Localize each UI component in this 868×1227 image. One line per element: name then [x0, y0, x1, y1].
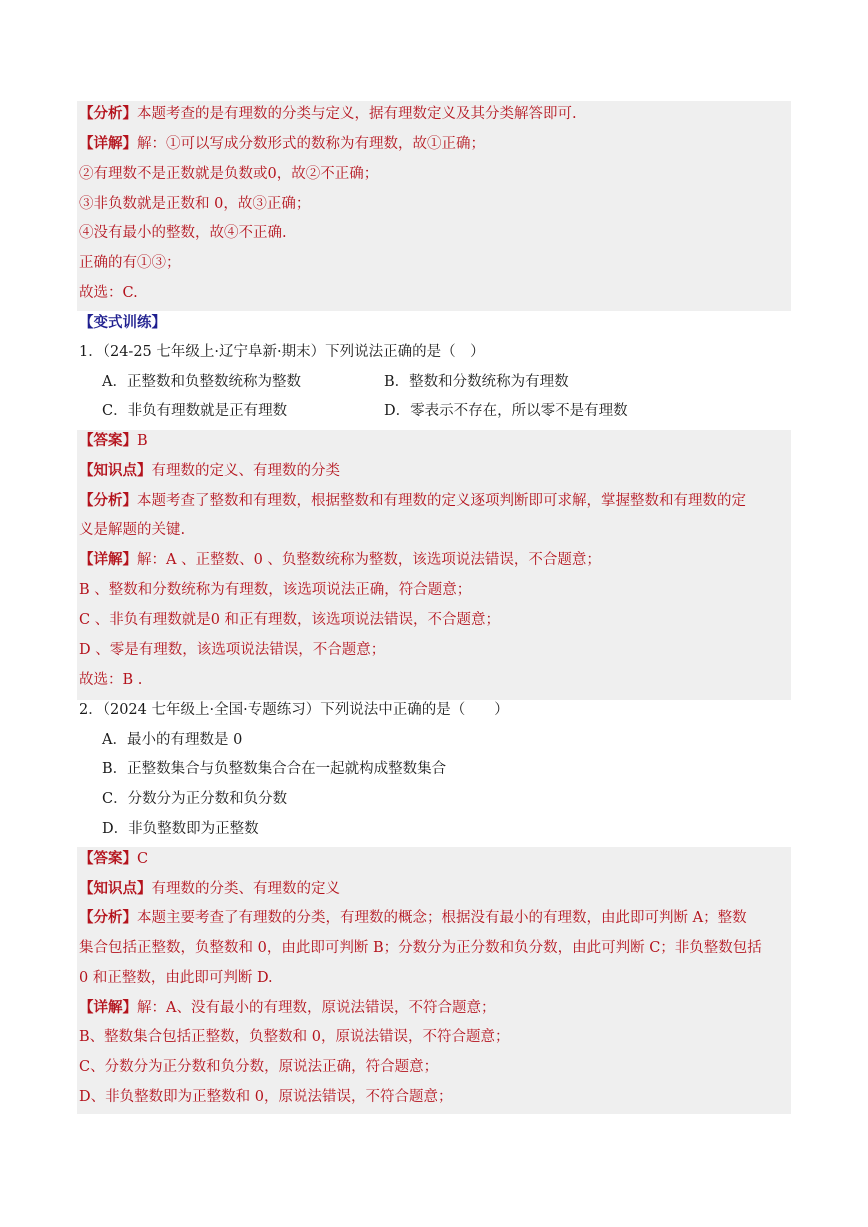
detail-line: 故选：C. — [79, 285, 138, 301]
detail-line: D、非负整数即为正整数和 0，原说法错误，不符合题意； — [79, 1089, 453, 1105]
analysis-line — [79, 104, 577, 124]
detail-line: ③非负数就是正数和 0，故③正确； — [79, 196, 311, 212]
option-a: A．正整数和负整数统称为整数 — [102, 374, 301, 390]
analysis-label: 【分析】 — [79, 492, 137, 509]
analysis-line: 0 和正整数，由此即可判断 D. — [79, 970, 273, 986]
detail-label: 【详解】 — [79, 999, 137, 1016]
knowledge-line — [79, 879, 340, 899]
knowledge-line — [79, 461, 340, 481]
detail-line: 正确的有①③； — [79, 255, 181, 271]
detail-label: 【详解】 — [79, 135, 137, 152]
detail-line — [79, 998, 495, 1018]
detail-label: 【详解】 — [79, 551, 137, 568]
analysis-line: 义是解题的关键. — [79, 522, 186, 538]
knowledge-label: 【知识点】 — [79, 462, 152, 479]
detail-line: D 、零是有理数，该选项说法错误，不合题意； — [79, 642, 386, 658]
detail-line — [79, 134, 485, 154]
detail-text: 解：A 、正整数、0 、负整数统称为整数，该选项说法错误，不合题意； — [137, 552, 601, 568]
answer-label: 【答案】 — [79, 432, 137, 449]
knowledge-text: 有理数的定义、有理数的分类 — [151, 463, 340, 479]
detail-line — [79, 550, 601, 570]
answer-line — [79, 849, 148, 869]
detail-line: ②有理数不是正数就是负数或0，故②不正确； — [79, 166, 379, 182]
detail-line: B、整数集合包括正整数，负整数和 0，原说法错误，不符合题意； — [79, 1029, 510, 1045]
option-b: B．正整数集合与负整数集合合在一起就构成整数集合 — [102, 761, 447, 777]
detail-text: 解：A、没有最小的有理数，原说法错误，不符合题意； — [137, 1000, 496, 1016]
analysis-label: 【分析】 — [79, 909, 137, 926]
knowledge-text: 有理数的分类、有理数的定义 — [151, 881, 340, 897]
question-stem: 1．（24-25 七年级上·辽宁阜新·期末）下列说法正确的是（ ） — [79, 344, 485, 360]
detail-line: 故选：B . — [79, 672, 143, 688]
answer-value: C — [137, 851, 149, 867]
section-title: 【变式训练】 — [79, 314, 166, 331]
answer-value: B — [137, 433, 148, 449]
answer-line — [79, 431, 148, 451]
option-d: D．非负整数即为正整数 — [102, 821, 259, 837]
option-c: C．非负有理数就是正有理数 — [102, 403, 288, 419]
question-stem: 2．（2024 七年级上·全国·专题练习）下列说法中正确的是（ ） — [79, 702, 509, 718]
detail-line: C、分数分为正分数和负分数，原说法正确，符合题意； — [79, 1059, 439, 1075]
analysis-label: 【分析】 — [79, 105, 137, 122]
analysis-line — [79, 491, 746, 511]
detail-line: C 、非负有理数就是0 和正有理数，该选项说法错误，不合题意； — [79, 612, 501, 628]
answer-label: 【答案】 — [79, 850, 137, 867]
analysis-text: 本题考查了整数和有理数，根据整数和有理数的定义逐项判断即可求解，掌握整数和有理数的定 — [137, 493, 746, 509]
analysis-text: 本题主要考查了有理数的分类，有理数的概念；根据没有最小的有理数，由此即可判断 A；整数 — [137, 910, 747, 926]
analysis-line: 集合包括正整数，负整数和 0，由此即可判断 B；分数分为正分数和负分数，由此可判断 C；非负整数包括 — [79, 940, 762, 956]
option-d: D．零表示不存在，所以零不是有理数 — [384, 403, 628, 419]
knowledge-label: 【知识点】 — [79, 880, 152, 897]
option-a: A．最小的有理数是 0 — [102, 732, 243, 748]
detail-text: 解：①可以写成分数形式的数称为有理数，故①正确； — [137, 136, 485, 152]
analysis-text: 本题考查的是有理数的分类与定义，据有理数定义及其分类解答即可. — [137, 106, 577, 122]
analysis-line — [79, 908, 747, 928]
detail-line: ④没有最小的整数，故④不正确. — [79, 225, 287, 241]
detail-line: B 、整数和分数统称为有理数，该选项说法正确，符合题意； — [79, 582, 472, 598]
option-c: C．分数分为正分数和负分数 — [102, 791, 288, 807]
option-b: B．整数和分数统称为有理数 — [384, 374, 569, 390]
